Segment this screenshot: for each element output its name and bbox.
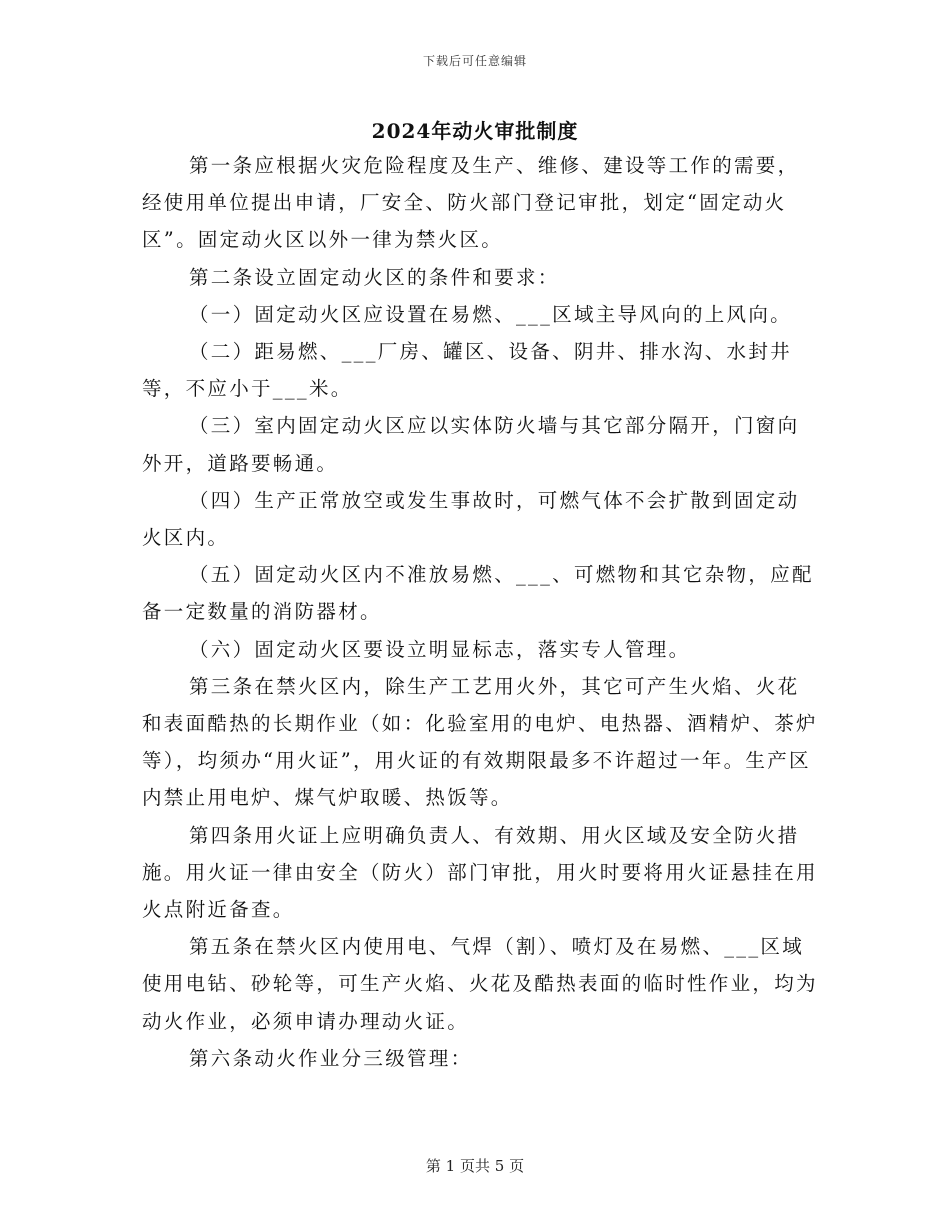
article-5-paragraph: 第五条在禁火区内使用电、气焊（割）、喷灯及在易燃、___区域使用电钻、砂轮等，可生产火焰、火花及酷热表面的临时性作业，均为动火作业，必须申请办理动火证。 (142, 935, 818, 1033)
page-number-footer: 第 1 页共 5 页 (425, 1157, 525, 1175)
article-2-item-3: （三）室内固定动火区应以实体防火墙与其它部分隔开，门窗向外开，道路要畅通。 (142, 414, 800, 475)
article-2-item-4: （四）生产正常放空或发生事故时，可燃气体不会扩散到固定动火区内。 (142, 488, 800, 550)
article-2-item-6: （六）固定动火区要设立明显标志，落实专人管理。 (189, 637, 691, 661)
article-2-item-2: （二）距易燃、___厂房、罐区、设备、阴井、排水沟、水封井等，不应小于___米。 (142, 340, 792, 401)
article-2-paragraph: 第二条设立固定动火区的条件和要求： (189, 265, 560, 289)
document-body (142, 147, 818, 1077)
article-3-paragraph: 第三条在禁火区内，除生产工艺用火外，其它可产生火焰、火花和表面酷热的长期作业（如：化验室用的电炉、电热器、酒精炉、茶炉等），均须办“用火证”，用火证的有效期限最多不许超过一年。生产区内禁止用电炉、煤气炉取暖、热饭等。 (142, 674, 818, 810)
article-1-paragraph: 第一条应根据火灾危险程度及生产、维修、建设等工作的需要，经使用单位提出申请，厂安全、防火部门登记审批，划定“固定动火区”。固定动火区以外一律为禁火区。 (142, 154, 800, 252)
document-title: 2024年动火审批制度 (371, 119, 579, 143)
article-4-paragraph: 第四条用火证上应明确负责人、有效期、用火区域及安全防火措施。用火证一律由安全（防火）部门审批，用火时要将用火证悬挂在用火点附近备查。 (142, 823, 818, 922)
page-header-note: 下载后可任意编辑 (422, 54, 527, 68)
article-2-item-1: （一）固定动火区应设置在易燃、___区域主导风向的上风向。 (189, 302, 792, 326)
article-6-paragraph: 第六条动火作业分三级管理： (189, 1046, 473, 1070)
article-2-item-5: （五）固定动火区内不准放易燃、___、可燃物和其它杂物，应配备一定数量的消防器材。 (142, 563, 814, 624)
